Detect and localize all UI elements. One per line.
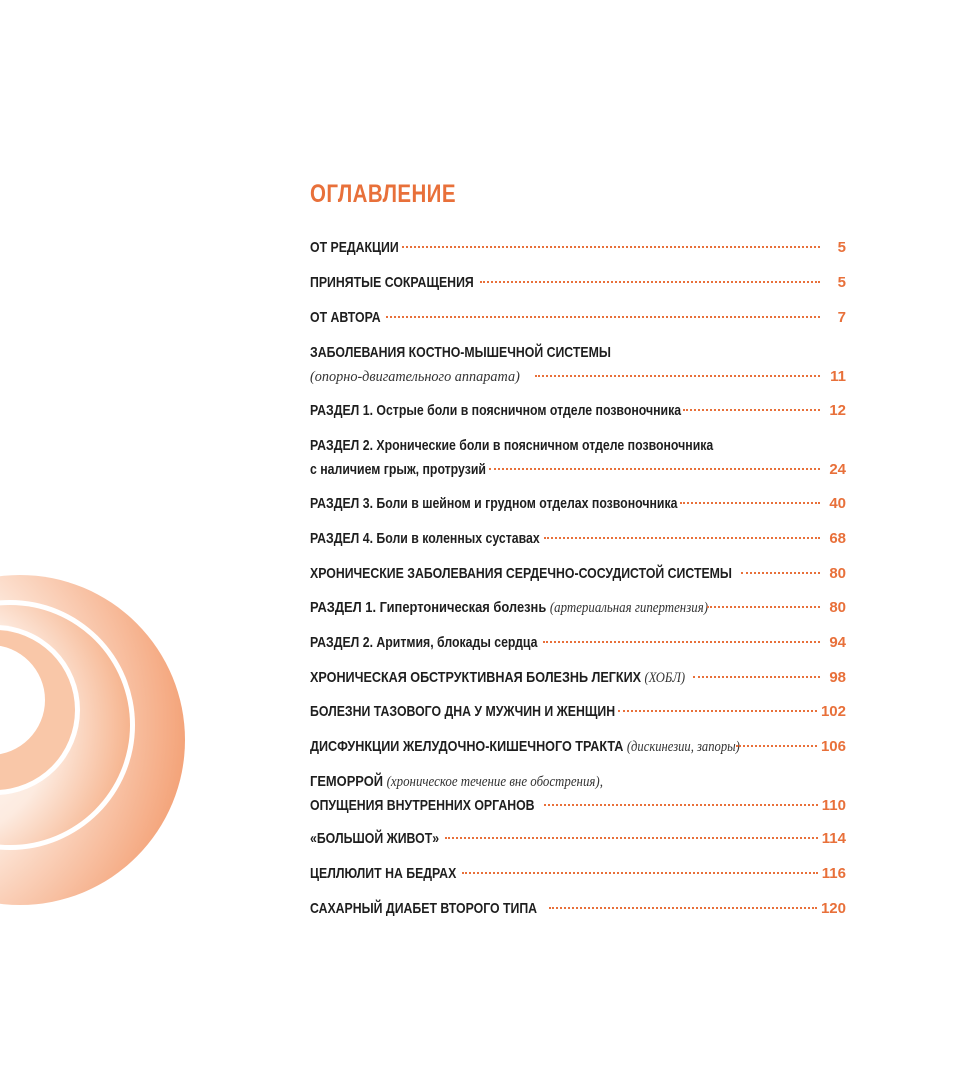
toc-page-number: 11 — [830, 368, 846, 385]
toc-entry-subtitle: (опорно-двигательного аппарата) — [310, 369, 520, 385]
toc-page-number: 110 — [821, 797, 846, 814]
toc-page-number: 120 — [820, 900, 846, 917]
toc-entry-title: «БОЛЬШОЙ ЖИВОТ» — [310, 830, 440, 847]
toc-dot-leader — [480, 281, 820, 283]
toc-page-number: 80 — [829, 565, 846, 582]
toc-dot-leader — [462, 872, 817, 874]
toc-entry[interactable] — [310, 772, 846, 816]
toc-dot-leader — [489, 468, 820, 470]
toc-dot-leader — [693, 676, 820, 678]
toc-dot-leader — [445, 837, 817, 839]
toc-entry[interactable] — [310, 494, 846, 514]
toc-entry[interactable] — [310, 633, 846, 653]
toc-entry[interactable] — [310, 401, 846, 421]
toc-entry-title: ХРОНИЧЕСКИЕ ЗАБОЛЕВАНИЯ СЕРДЕЧНО-СОСУДИСТОЙ СИСТЕМЫ — [310, 565, 732, 582]
decorative-circles — [0, 560, 200, 940]
toc-entry-title-continued: с наличием грыж, протрузий — [310, 461, 486, 478]
toc-dot-leader — [618, 710, 817, 712]
toc-page-number: 80 — [829, 599, 846, 616]
toc-entry[interactable] — [310, 864, 846, 884]
toc-page-number: 116 — [821, 865, 846, 882]
toc-page-number: 12 — [829, 402, 846, 419]
toc-entry-title: РАЗДЕЛ 2. Хронические боли в поясничном отделе позвоночника — [310, 437, 714, 454]
toc-entry-title: ОТ АВТОРА — [310, 309, 381, 326]
toc-entry-title: САХАРНЫЙ ДИАБЕТ ВТОРОГО ТИПА — [310, 900, 538, 917]
toc-dot-leader — [736, 745, 817, 747]
toc-entry[interactable] — [310, 273, 846, 293]
toc-dot-leader — [741, 572, 820, 574]
toc-entry-title: РАЗДЕЛ 4. Боли в коленных суставах — [310, 530, 540, 547]
toc-dot-leader — [543, 641, 820, 643]
toc-entry-subtitle: (хроническое течение вне обострения), — [386, 774, 603, 790]
toc-dot-leader — [683, 409, 820, 411]
toc-entry-subtitle: (дискинезии, запоры) — [626, 739, 740, 755]
toc-entry-title: ПРИНЯТЫЕ СОКРАЩЕНИЯ — [310, 274, 474, 291]
toc-dot-leader — [549, 907, 817, 909]
toc-entry[interactable] — [310, 899, 846, 919]
toc-dot-leader — [535, 375, 820, 377]
toc-page-number: 106 — [820, 738, 846, 755]
toc-entry[interactable] — [310, 668, 846, 688]
toc-entry-title: БОЛЕЗНИ ТАЗОВОГО ДНА У МУЖЧИН И ЖЕНЩИН — [310, 703, 616, 720]
toc-entry[interactable] — [310, 598, 846, 618]
toc-entry[interactable] — [310, 343, 846, 387]
toc-entry[interactable] — [310, 737, 846, 757]
toc-entry-title: ОТ РЕДАКЦИИ — [310, 239, 399, 256]
toc-dot-leader — [680, 502, 820, 504]
toc-entry[interactable] — [310, 436, 846, 480]
toc-entry-title: РАЗДЕЛ 3. Боли в шейном и грудном отделах позвоночника — [310, 495, 678, 512]
toc-dot-leader — [707, 606, 820, 608]
toc-entry[interactable] — [310, 238, 846, 258]
toc-entry-title: ГЕМОРРОЙ — [310, 773, 384, 790]
toc-page-number: 5 — [837, 239, 846, 256]
toc-entry-subtitle: (ХОБЛ) — [644, 670, 686, 686]
toc-entry[interactable] — [310, 529, 846, 549]
toc-entry-title: ЦЕЛЛЮЛИТ НА БЕДРАХ — [310, 865, 457, 882]
toc-page-number: 98 — [829, 669, 846, 686]
toc-page-number: 24 — [829, 461, 846, 478]
toc-title: ОГЛАВЛЕНИЕ — [310, 180, 456, 208]
toc-entry-title: ДИСФУНКЦИИ ЖЕЛУДОЧНО-КИШЕЧНОГО ТРАКТА — [310, 738, 624, 755]
toc-dot-leader — [544, 537, 820, 539]
toc-entry-title: РАЗДЕЛ 2. Аритмия, блокады сердца — [310, 634, 538, 651]
toc-entry[interactable] — [310, 308, 846, 328]
toc-page-number: 5 — [837, 274, 846, 291]
toc-page-number: 114 — [821, 830, 846, 847]
toc-entry[interactable] — [310, 829, 846, 849]
toc-entry-title: ЗАБОЛЕВАНИЯ КОСТНО-МЫШЕЧНОЙ СИСТЕМЫ — [310, 344, 611, 361]
toc-entry-subtitle: (артериальная гипертензия) — [549, 600, 708, 616]
toc-page-number: 7 — [837, 309, 846, 326]
toc-entry-title: ХРОНИЧЕСКАЯ ОБСТРУКТИВНАЯ БОЛЕЗНЬ ЛЕГКИХ — [310, 669, 642, 686]
toc-entry-title-continued: ОПУЩЕНИЯ ВНУТРЕННИХ ОРГАНОВ — [310, 797, 535, 814]
toc-entry-title: РАЗДЕЛ 1. Гипертоническая болезнь — [310, 599, 547, 616]
toc-page-number: 68 — [829, 530, 846, 547]
toc-entry[interactable] — [310, 564, 846, 584]
toc-dot-leader — [544, 804, 818, 806]
toc-page-number: 94 — [829, 634, 846, 651]
toc-page-number: 40 — [829, 495, 846, 512]
toc-entry[interactable] — [310, 702, 846, 722]
toc-page-number: 102 — [820, 703, 846, 720]
toc-dot-leader — [386, 316, 820, 318]
toc-entry-title: РАЗДЕЛ 1. Острые боли в поясничном отделе позвоночника — [310, 402, 682, 419]
toc-dot-leader — [402, 246, 820, 248]
